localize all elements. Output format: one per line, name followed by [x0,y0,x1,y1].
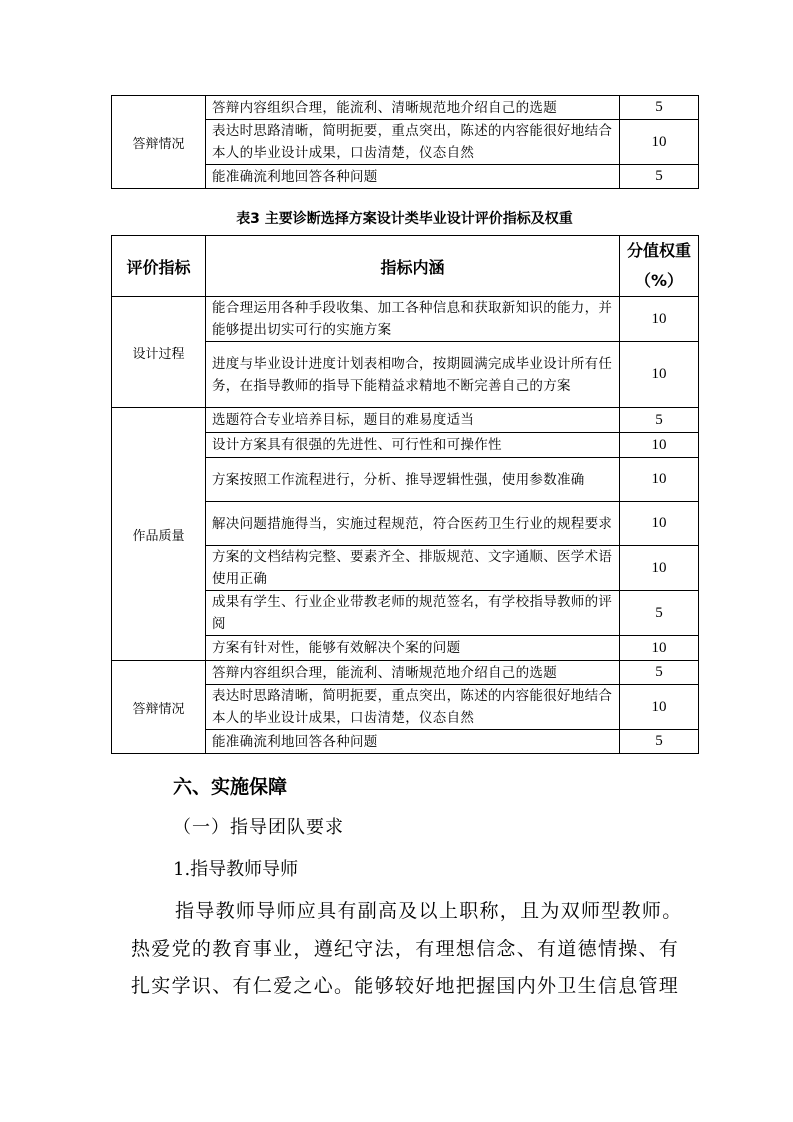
content-cell: 方案的文档结构完整、要素齐全、排版规范、文字通顺、医学术语使用正确 [206,546,620,591]
header-content: 指标内涵 [206,236,620,297]
header-indicator: 评价指标 [112,236,206,297]
category-cell: 答辩情况 [112,661,206,754]
score-cell: 5 [620,661,699,685]
table-row [112,297,699,342]
table-header-row [112,236,699,297]
table-row [112,661,699,685]
content-cell: 能准确流利地回答各种问题 [206,730,620,754]
subsection-heading: （一）指导团队要求 [173,817,344,838]
content-cell: 选题符合专业培养目标，题目的难易度适当 [206,408,620,433]
score-cell: 10 [620,120,699,165]
content-cell: 进度与毕业设计进度计划表相吻合，按期圆满完成毕业设计所有任务，在指导教师的指导下能精益求精地不断完善自己的方案 [206,342,620,408]
defense-table-continued [111,95,699,189]
content-cell: 设计方案具有很强的先进性、可行性和可操作性 [206,433,620,458]
category-cell: 设计过程 [112,297,206,408]
content-cell: 答辩内容组织合理，能流利、清晰规范地介绍自己的选题 [206,96,620,120]
score-cell: 10 [620,502,699,546]
content-cell: 表达时思路清晰，简明扼要，重点突出，陈述的内容能很好地结合本人的毕业设计成果，口齿清楚，仪态自然 [206,685,620,730]
category-cell: 作品质量 [112,408,206,661]
content-cell: 能合理运用各种手段收集、加工各种信息和获取新知识的能力，并能够提出切实可行的实施方案 [206,297,620,342]
score-cell: 10 [620,297,699,342]
content-cell: 方案按照工作流程进行，分析、推导逻辑性强，使用参数准确 [206,458,620,502]
item-heading: 1.指导教师导师 [173,859,299,880]
content-cell: 能准确流利地回答各种问题 [206,165,620,189]
score-cell: 5 [620,408,699,433]
paragraph-line: 指导教师导师应具有副高及以上职称，且为双师型教师。 [175,900,683,922]
table-row [112,96,699,120]
body-paragraph [131,893,701,1006]
score-cell: 10 [620,636,699,661]
paragraph-line: 热爱党的教育事业，遵纪守法，有理想信念、有道德情操、有 [131,937,680,960]
paragraph-line: 扎实学识、有仁爱之心。能够较好地把握国内外卫生信息管理 [131,975,680,997]
score-cell: 10 [620,685,699,730]
score-cell: 10 [620,458,699,502]
category-cell: 答辩情况 [112,96,206,189]
evaluation-table [111,235,699,754]
score-cell: 10 [620,433,699,458]
content-cell: 答辩内容组织合理，能流利、清晰规范地介绍自己的选题 [206,661,620,685]
section-heading: 六、实施保障 [173,776,288,798]
content-cell: 解决问题措施得当，实施过程规范，符合医药卫生行业的规程要求 [206,502,620,546]
score-cell: 5 [620,591,699,636]
table-caption: 表3 主要诊断选择方案设计类毕业设计评价指标及权重 [236,211,573,227]
header-weight: 分值权重（%） [620,236,699,297]
score-cell: 5 [620,96,699,120]
score-cell: 10 [620,342,699,408]
score-cell: 5 [620,730,699,754]
content-cell: 成果有学生、行业企业带教老师的规范签名，有学校指导教师的评阅 [206,591,620,636]
score-cell: 10 [620,546,699,591]
content-cell: 表达时思路清晰，简明扼要，重点突出，陈述的内容能很好地结合本人的毕业设计成果，口齿清楚，仪态自然 [206,120,620,165]
content-cell: 方案有针对性，能够有效解决个案的问题 [206,636,620,661]
table-row [112,408,699,433]
score-cell: 5 [620,165,699,189]
